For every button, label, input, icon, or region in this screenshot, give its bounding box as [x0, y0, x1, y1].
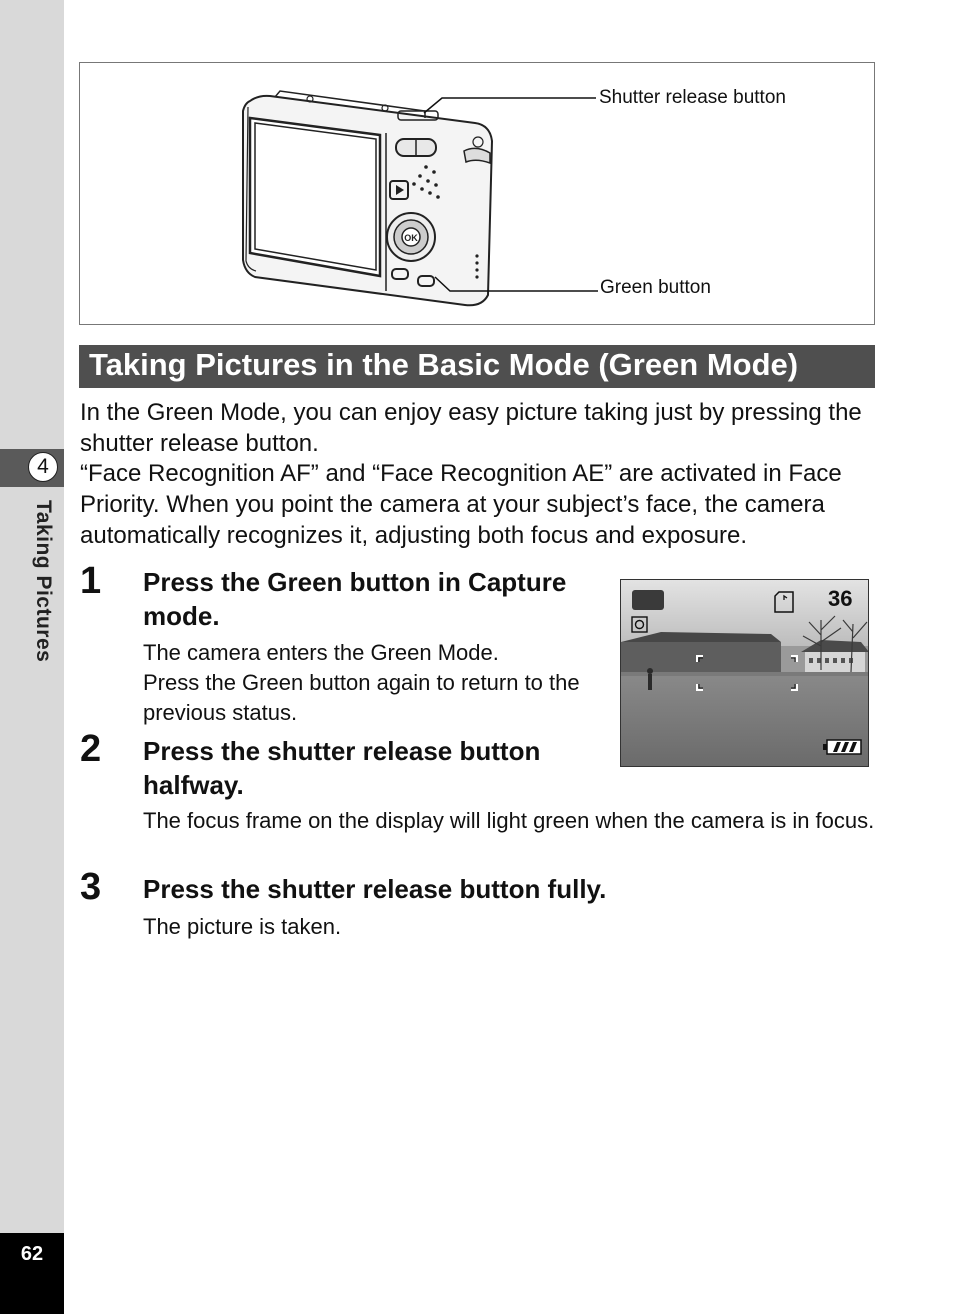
- shutter-release-callout: Shutter release button: [599, 87, 786, 108]
- intro-paragraph: “Face Recognition AF” and “Face Recognition AE” are activated in Face Priority. When you point the camera at your subject’s face, the camera automatically recognizes it, adjusting both focus and exposure.: [80, 460, 842, 549]
- shots-remaining: 36: [828, 586, 853, 611]
- step-text: The camera enters the Green Mode.: [143, 640, 499, 665]
- svg-text:OK: OK: [404, 233, 418, 243]
- step-body: [143, 806, 883, 836]
- intro-text: [80, 398, 880, 552]
- camera-figure: [79, 62, 875, 325]
- step-heading: Press the shutter release button halfway.: [143, 736, 541, 800]
- green-button-callout: Green button: [600, 277, 711, 298]
- step-text: Press the Green button again to return to the previous status.: [143, 670, 580, 725]
- step-body: [143, 912, 843, 942]
- step-body: [143, 638, 615, 728]
- step-number: 1: [80, 560, 102, 602]
- step-text: The picture is taken.: [143, 914, 342, 939]
- section-title: Taking Pictures in the Basic Mode (Green Mode): [89, 347, 799, 382]
- step-heading: Press the shutter release button fully.: [143, 874, 607, 904]
- step-heading: Press the Green button in Capture mode.: [143, 567, 567, 631]
- chapter-number: 4: [28, 452, 58, 482]
- intro-paragraph: In the Green Mode, you can enjoy easy picture taking just by pressing the shutter release button.: [80, 399, 862, 457]
- chapter-title: Taking Pictures: [32, 500, 55, 663]
- step-number: 2: [80, 728, 102, 770]
- step-number: 3: [80, 866, 102, 908]
- step-text: The focus frame on the display will light green when the camera is in focus.: [143, 808, 875, 833]
- page-number: 62: [20, 1243, 44, 1265]
